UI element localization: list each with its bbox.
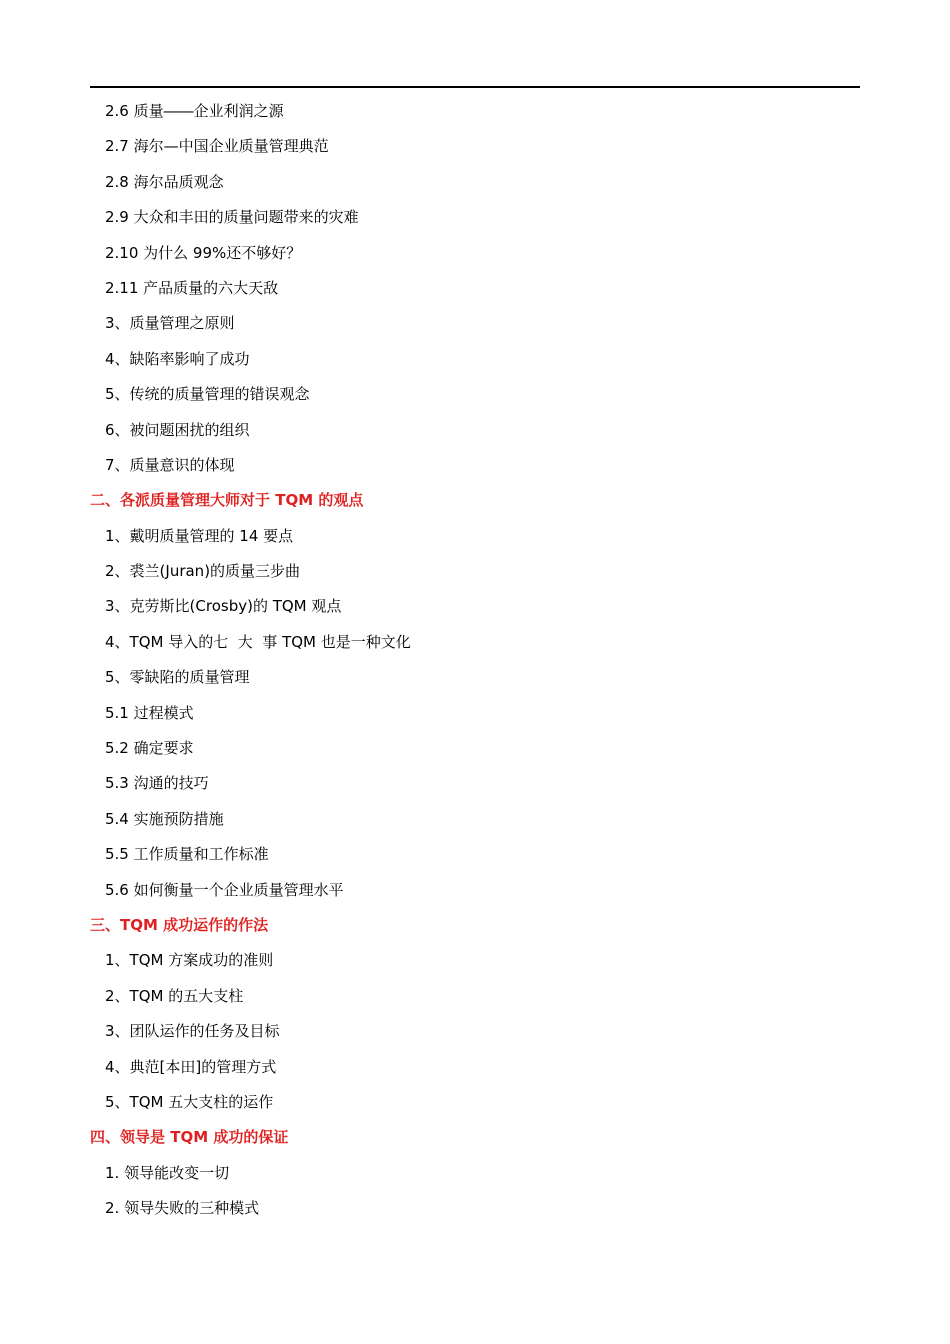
toc-item: 1、戴明质量管理的 14 要点 — [105, 526, 294, 545]
toc-item: 5.5 工作质量和工作标准 — [105, 845, 269, 864]
toc-item: 2.10 为什么 99%还不够好？ — [105, 243, 302, 262]
section-heading: 四、领导是 TQM 成功的保证 — [90, 1128, 289, 1147]
toc-item: 2.11 产品质量的六大天敌 — [105, 278, 279, 297]
toc-item: 6、被问题困扰的组织 — [105, 420, 250, 439]
section-heading: 二、各派质量管理大师对于 TQM 的观点 — [90, 491, 364, 510]
section-heading: 三、TQM 成功运作的作法 — [90, 915, 269, 934]
toc-item: 1. 领导能改变一切 — [105, 1163, 230, 1182]
toc-item: 2. 领导失败的三种模式 — [105, 1199, 260, 1218]
toc-item: 3、克劳斯比(Crosby)的 TQM 观点 — [105, 597, 342, 616]
toc-item: 4、TQM 导入的七 大 事 TQM 也是一种文化 — [105, 632, 411, 651]
toc-item: 5、零缺陷的质量管理 — [105, 668, 250, 687]
toc-item: 4、典范[本田]的管理方式 — [105, 1057, 277, 1076]
toc-item: 3、团队运作的任务及目标 — [105, 1022, 280, 1041]
toc-item: 2.8 海尔品质观念 — [105, 172, 224, 191]
toc-item: 7、质量意识的体现 — [105, 455, 235, 474]
toc-item: 2、TQM 的五大支柱 — [105, 986, 244, 1005]
toc-item: 2.6 质量――企业利润之源 — [105, 102, 284, 120]
toc-item: 5.1 过程模式 — [105, 703, 194, 722]
toc-item: 5.4 实施预防措施 — [105, 809, 224, 828]
toc-item: 2、裘兰(Juran)的质量三步曲 — [105, 562, 301, 581]
toc-item: 5.2 确定要求 — [105, 739, 194, 758]
toc-item: 5、传统的质量管理的错误观念 — [105, 385, 310, 404]
toc-item: 5.6 如何衡量一个企业质量管理水平 — [105, 880, 344, 899]
toc-item: 3、质量管理之原则 — [105, 314, 235, 333]
toc-item: 4、缺陷率影响了成功 — [105, 349, 250, 368]
header-rule — [90, 86, 860, 88]
toc-item: 2.9 大众和丰田的质量问题带来的灾难 — [105, 208, 359, 227]
toc-item: 2.7 海尔—中国企业质量管理典范 — [105, 137, 329, 156]
toc-item: 1、TQM 方案成功的准则 — [105, 951, 274, 970]
toc-item: 5.3 沟通的技巧 — [105, 774, 209, 793]
toc-list — [0, 94, 950, 1227]
toc-item: 5、TQM 五大支柱的运作 — [105, 1092, 274, 1111]
